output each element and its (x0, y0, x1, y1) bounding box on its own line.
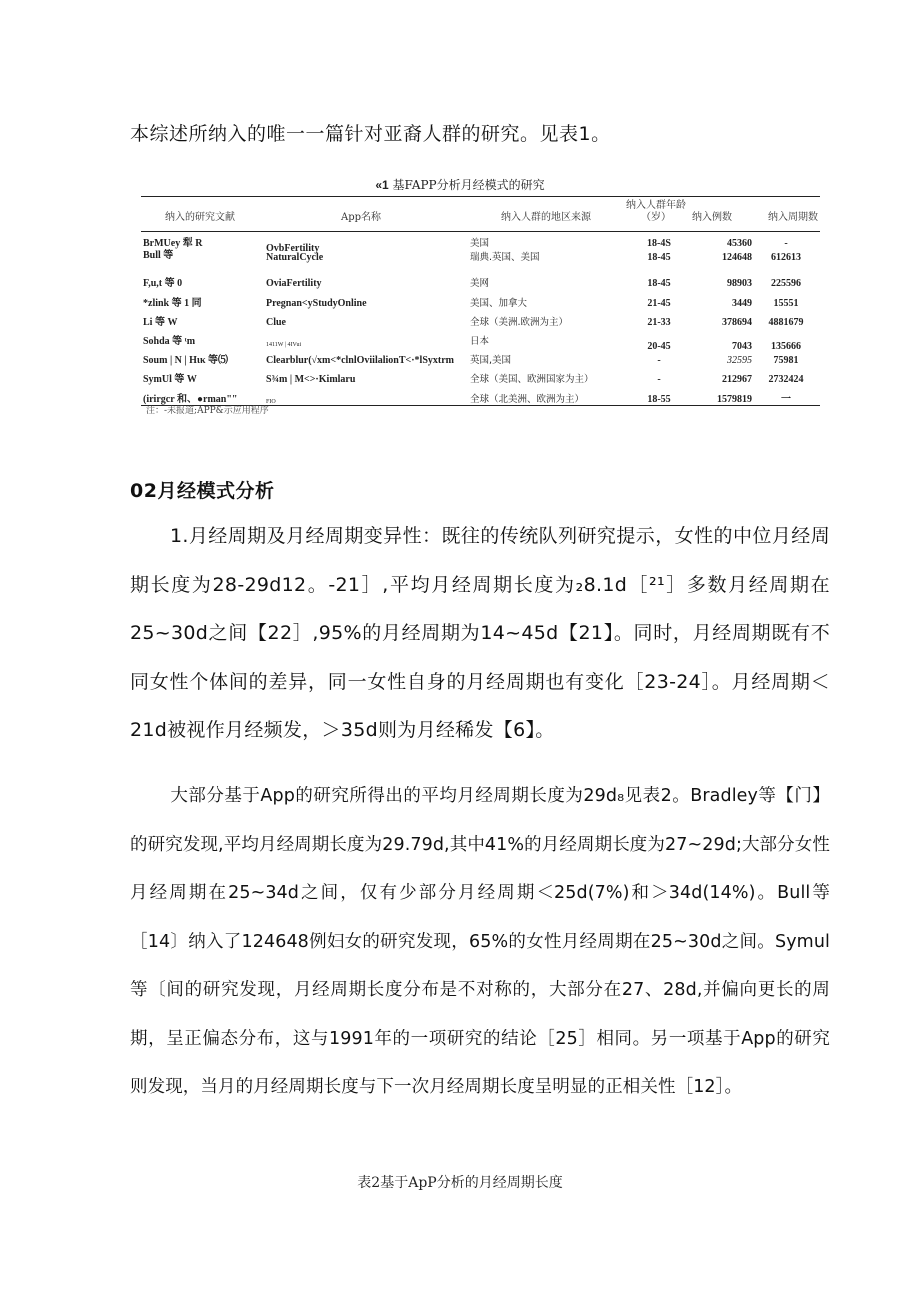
cell-region: 英国,美国 (470, 355, 512, 366)
cell-n: 98903 (727, 278, 752, 289)
paragraph-2 (130, 772, 830, 1112)
cell-region: 美网 (470, 278, 490, 289)
table-row (141, 298, 820, 310)
cell-app: NaturalCycle (266, 252, 324, 263)
paragraph-2-text: 大部分基于App的研究所得出的平均月经周期长度为29d₈见表2。Bradley等【门】的研究发现,平均月经周期长度为29.79d,其中41%的月经周期长度为27~29d;大部分女性月经周期在25~34d之间，仅有少部分月经周期＜25d(7%)和＞34d(14%)。Bull等［14〕纳入了124648例妇女的研究发现，65%的女性月经周期在25~30d之间。Symul等〔间的研究发现，月经周期长度分布是不对称的，大部分在27、28d,并偏向更长的周期，呈正偏态分布，这与1991年的一项研究的结论［25］相同。另一项基于App的研究则发现，当月的月经周期长度与下一次月经周期长度呈明显的正相关性［12］。 (130, 786, 830, 1097)
header-ref: 纳入的研究文献 (165, 212, 235, 223)
cell-age: 18-55 (647, 394, 671, 405)
cell-app: Clue (266, 317, 286, 328)
cell-region: 美国、加拿大 (470, 298, 528, 309)
table1-body (141, 232, 820, 405)
header-app: App名称 (341, 212, 382, 223)
cell-region: 全球（美国、欧洲国家为主） (470, 374, 594, 385)
cell-n: 212967 (722, 374, 752, 385)
cell-n: 1579819 (717, 394, 752, 405)
cell-n: 378694 (722, 317, 752, 328)
header-n: 纳入例数 (692, 212, 732, 223)
table1-caption (0, 176, 920, 193)
cell-region: 全球（美洲.欧洲为主） (470, 317, 569, 328)
cell-app: OvbFertility (266, 243, 320, 254)
intro-paragraph: 本综述所纳入的唯一一篇针对亚裔人群的研究。见表1。 (130, 123, 611, 145)
cell-cycles: 15551 (773, 298, 799, 309)
cell-ref: BrMUey 犁 R (143, 238, 203, 249)
cell-app: FIO (266, 399, 276, 405)
cell-ref: Sohda 等 ᵗm (143, 336, 196, 347)
cell-app: Pregnan<yStudyOnline (266, 298, 367, 309)
cell-n: 124648 (722, 252, 752, 263)
table-row (141, 336, 820, 352)
table1-header (141, 197, 820, 232)
header-age-line2: （岁） (641, 212, 671, 223)
cell-cycles: 612613 (771, 252, 801, 263)
cell-app: Clearblur(√xm<*clnlOviilalionT<·*lSyxtrm (266, 355, 454, 366)
cell-n: 45360 (727, 238, 752, 249)
cell-age: - (657, 355, 661, 366)
cell-app: S¾m | M<>·Kimlaru (266, 374, 356, 385)
cell-cycles: 135666 (771, 341, 801, 352)
cell-app: OviaFertility (266, 278, 322, 289)
cell-region: 日本 (470, 336, 490, 347)
cell-ref: Li 等 W (143, 317, 178, 328)
cell-age: 18-45 (647, 252, 671, 263)
table1-caption-prefix: «1 (375, 178, 389, 192)
cell-cycles: 2732424 (768, 374, 804, 385)
cell-age: 20-45 (647, 341, 671, 352)
table-row (141, 238, 820, 250)
table1-note: 注：-未报道;APP&示应用程序 (146, 406, 269, 416)
cell-age: 18-4S (647, 238, 671, 249)
cell-ref: (irirgcr 和、●rman"" (143, 394, 238, 405)
cell-ref: Soum | N | Hικ 等⑸ (143, 355, 229, 366)
cell-cycles: 一 (781, 394, 791, 405)
paragraph-1-text: 1.月经周期及月经周期变异性：既往的传统队列研究提示，女性的中位月经周期长度为28-29d12。-21］,平均月经周期长度为₂8.1d［²¹］多数月经周期在25~30d之间【22］,95%的月经周期为14~45d【21】。同时，月经周期既有不同女性个体间的差异，同一女性自身的月经周期也有变化［23-24］。月经周期＜21d被视作月经频发，＞35d则为月经稀发【6】。 (130, 525, 830, 742)
cell-region: 美国 (470, 238, 490, 249)
table-row (141, 252, 820, 264)
cell-n: 32595 (727, 355, 752, 366)
header-age-line1: 纳入人群年龄 (626, 200, 686, 211)
cell-ref: *zlink 等 1 同 (143, 298, 202, 309)
table-row (141, 278, 820, 290)
cell-cycles: 75981 (773, 355, 799, 366)
table1 (141, 196, 820, 406)
cell-age: - (657, 374, 661, 385)
cell-age: 21-33 (647, 317, 671, 328)
header-cycles: 纳入周期数 (768, 212, 818, 223)
cell-n: 3449 (732, 298, 752, 309)
table-row (141, 374, 820, 386)
header-region: 纳入人群的地区来源 (501, 212, 591, 223)
table-row (141, 317, 820, 329)
header-age (621, 200, 691, 224)
cell-age: 21-45 (647, 298, 671, 309)
cell-cycles: - (784, 238, 788, 249)
table2-caption: 表2基于ApP分析的月经周期长度 (357, 1175, 563, 1191)
cell-cycles: 4881679 (768, 317, 804, 328)
cell-app: 1411W | 4IVui (266, 342, 302, 348)
cell-cycles: 225596 (771, 278, 801, 289)
cell-age: 18-45 (647, 278, 671, 289)
cell-n: 7043 (732, 341, 752, 352)
cell-region: 全球（北美洲、欧洲为主） (470, 394, 585, 405)
table-row (141, 355, 820, 367)
cell-ref: Bull 等 (143, 250, 174, 261)
cell-ref: F,u,t 等 0 (143, 278, 183, 289)
paragraph-1 (130, 512, 830, 755)
cell-ref: SymUl 等 W (143, 374, 197, 385)
section-heading: 02月经模式分析 (130, 480, 275, 502)
cell-region: 瑞典.英国、美国 (470, 252, 540, 263)
table1-caption-text: 基FAPP分析月经模式的研究 (392, 178, 545, 192)
